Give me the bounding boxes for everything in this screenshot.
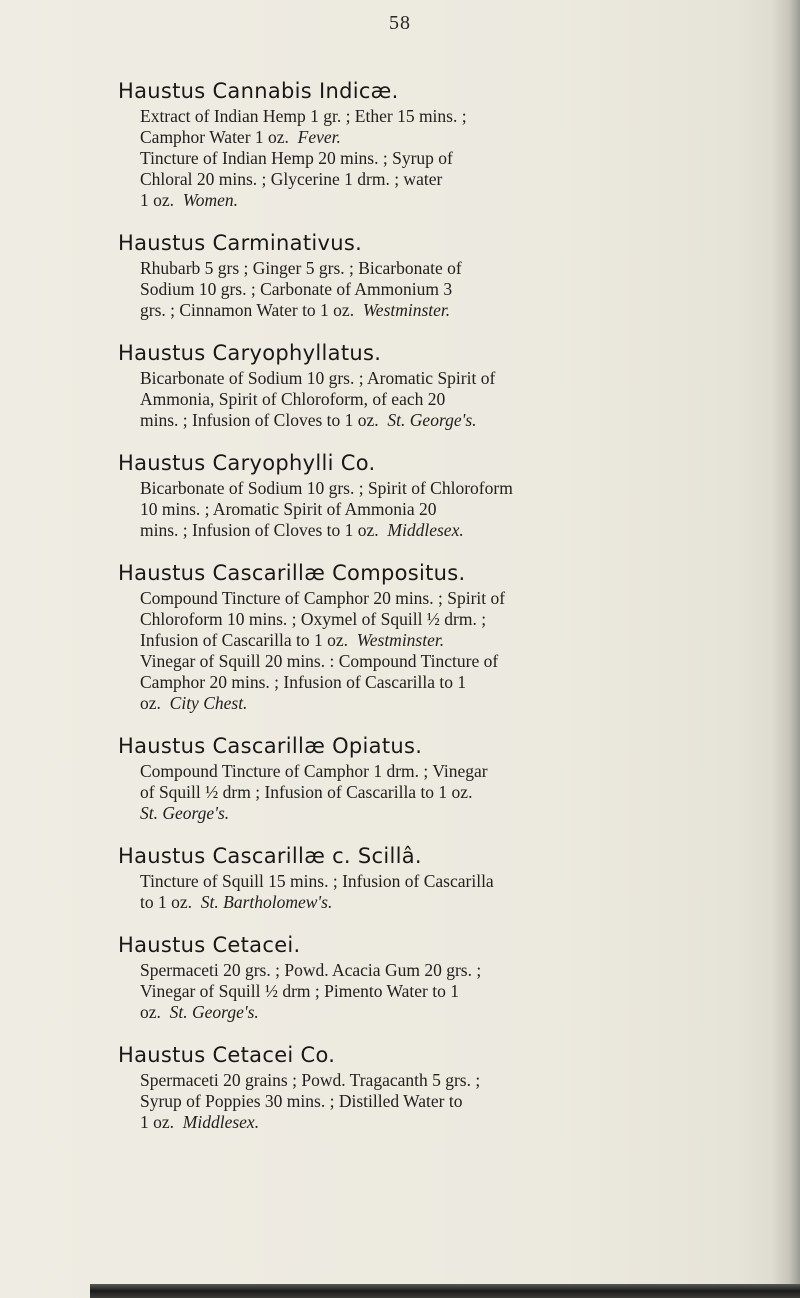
- source-label: Middlesex.: [387, 520, 464, 540]
- recipe-line: Ammonia, Spirit of Chloroform, of each 20: [140, 389, 446, 409]
- entry-title: Haustus Caryophylli Co.: [118, 451, 376, 475]
- recipe-line: Chloral 20 mins. ; Glycerine 1 drm. ; water: [140, 169, 443, 189]
- entry-body: [118, 258, 734, 321]
- page-edge-shadow: [772, 0, 800, 1298]
- recipe-line: Syrup of Poppies 30 mins. ; Distilled Water to: [140, 1091, 463, 1111]
- recipe-line: to 1 oz. St. Bartholomew's.: [140, 892, 333, 912]
- recipe-line: 1 oz. Women.: [140, 190, 239, 210]
- entry-haustus-cannabis-indicae: [118, 78, 734, 211]
- entry-title: Haustus Cetacei.: [118, 933, 301, 957]
- recipe-line: Spermaceti 20 grains ; Powd. Tragacanth 5 grs. ;: [140, 1070, 481, 1090]
- source-label: Westminster.: [362, 300, 451, 320]
- entry-haustus-cetacei-co: [118, 1042, 734, 1133]
- entry-body: [118, 588, 734, 714]
- entry-body: [118, 478, 734, 541]
- entry-haustus-cascarillae-compositus: [118, 560, 734, 714]
- entry-title: Haustus Cascarillæ Compositus.: [118, 561, 466, 585]
- recipe-line: 10 mins. ; Aromatic Spirit of Ammonia 20: [140, 499, 437, 519]
- recipe-line: Sodium 10 grs. ; Carbonate of Ammonium 3: [140, 279, 453, 299]
- recipe-line: oz. City Chest.: [140, 693, 248, 713]
- source-label: St. George's.: [140, 803, 230, 823]
- entry-haustus-cascarillae-c-scilla: [118, 843, 734, 913]
- entry-haustus-caryophylli-co: [118, 450, 734, 541]
- recipe-line: 1 oz. Middlesex.: [140, 1112, 260, 1132]
- entry-title: Haustus Cascarillæ Opiatus.: [118, 734, 423, 758]
- source-label: Westminster.: [356, 630, 445, 650]
- entry-body: [118, 368, 734, 431]
- recipe-line: Camphor Water 1 oz. Fever.: [140, 127, 341, 147]
- entry-haustus-caryophyllatus: [118, 340, 734, 431]
- source-label: City Chest.: [169, 693, 248, 713]
- entry-body: [118, 960, 734, 1023]
- recipe-line: Rhubarb 5 grs ; Ginger 5 grs. ; Bicarbonate of: [140, 258, 462, 278]
- page-number: 58: [389, 12, 411, 34]
- entry-body: [118, 106, 734, 211]
- source-label: Middlesex.: [182, 1112, 260, 1132]
- recipe-list: [118, 78, 734, 1152]
- recipe-line: of Squill ½ drm ; Infusion of Cascarilla to 1 oz.: [140, 782, 473, 802]
- bottom-scan-edge: [90, 1284, 800, 1298]
- source-label: Women.: [182, 190, 239, 210]
- recipe-line: Tincture of Squill 15 mins. ; Infusion of Cascarilla: [140, 871, 494, 891]
- recipe-line: grs. ; Cinnamon Water to 1 oz. Westminster.: [140, 300, 451, 320]
- recipe-line: Vinegar of Squill ½ drm ; Pimento Water to 1: [140, 981, 459, 1001]
- recipe-line: Chloroform 10 mins. ; Oxymel of Squill ½ drm. ;: [140, 609, 487, 629]
- entry-title: Haustus Carminativus.: [118, 231, 363, 255]
- recipe-line: Tincture of Indian Hemp 20 mins. ; Syrup of: [140, 148, 453, 168]
- recipe-line: Extract of Indian Hemp 1 gr. ; Ether 15 mins. ;: [140, 106, 467, 126]
- source-label: St. Bartholomew's.: [200, 892, 333, 912]
- entry-title: Haustus Cannabis Indicæ.: [118, 79, 399, 103]
- recipe-line: Compound Tincture of Camphor 1 drm. ; Vinegar: [140, 761, 488, 781]
- recipe-line: mins. ; Infusion of Cloves to 1 oz. Middlesex.: [140, 520, 464, 540]
- entry-title: Haustus Caryophyllatus.: [118, 341, 382, 365]
- recipe-line: Infusion of Cascarilla to 1 oz. Westminster.: [140, 630, 445, 650]
- entry-body: [118, 1070, 734, 1133]
- recipe-line: Compound Tincture of Camphor 20 mins. ; Spirit of: [140, 588, 506, 608]
- recipe-line: Bicarbonate of Sodium 10 grs. ; Spirit of Chloroform: [140, 478, 513, 498]
- recipe-line: Bicarbonate of Sodium 10 grs. ; Aromatic Spirit of: [140, 368, 496, 388]
- recipe-line: Camphor 20 mins. ; Infusion of Cascarilla to 1: [140, 672, 467, 692]
- entry-title: Haustus Cascarillæ c. Scillâ.: [118, 844, 422, 868]
- entry-haustus-carminativus: [118, 230, 734, 321]
- recipe-line: oz. St. George's.: [140, 1002, 259, 1022]
- source-label: Fever.: [297, 127, 341, 147]
- entry-body: [118, 761, 734, 824]
- entry-haustus-cascarillae-opiatus: [118, 733, 734, 824]
- recipe-line: Vinegar of Squill 20 mins. : Compound Tincture of: [140, 651, 499, 671]
- recipe-line: mins. ; Infusion of Cloves to 1 oz. St. George's.: [140, 410, 477, 430]
- entry-haustus-cetacei: [118, 932, 734, 1023]
- entry-body: [118, 871, 734, 913]
- source-label: St. George's.: [387, 410, 477, 430]
- recipe-line: [140, 803, 734, 824]
- entry-title: Haustus Cetacei Co.: [118, 1043, 336, 1067]
- recipe-line: Spermaceti 20 grs. ; Powd. Acacia Gum 20 grs. ;: [140, 960, 482, 980]
- source-label: St. George's.: [169, 1002, 259, 1022]
